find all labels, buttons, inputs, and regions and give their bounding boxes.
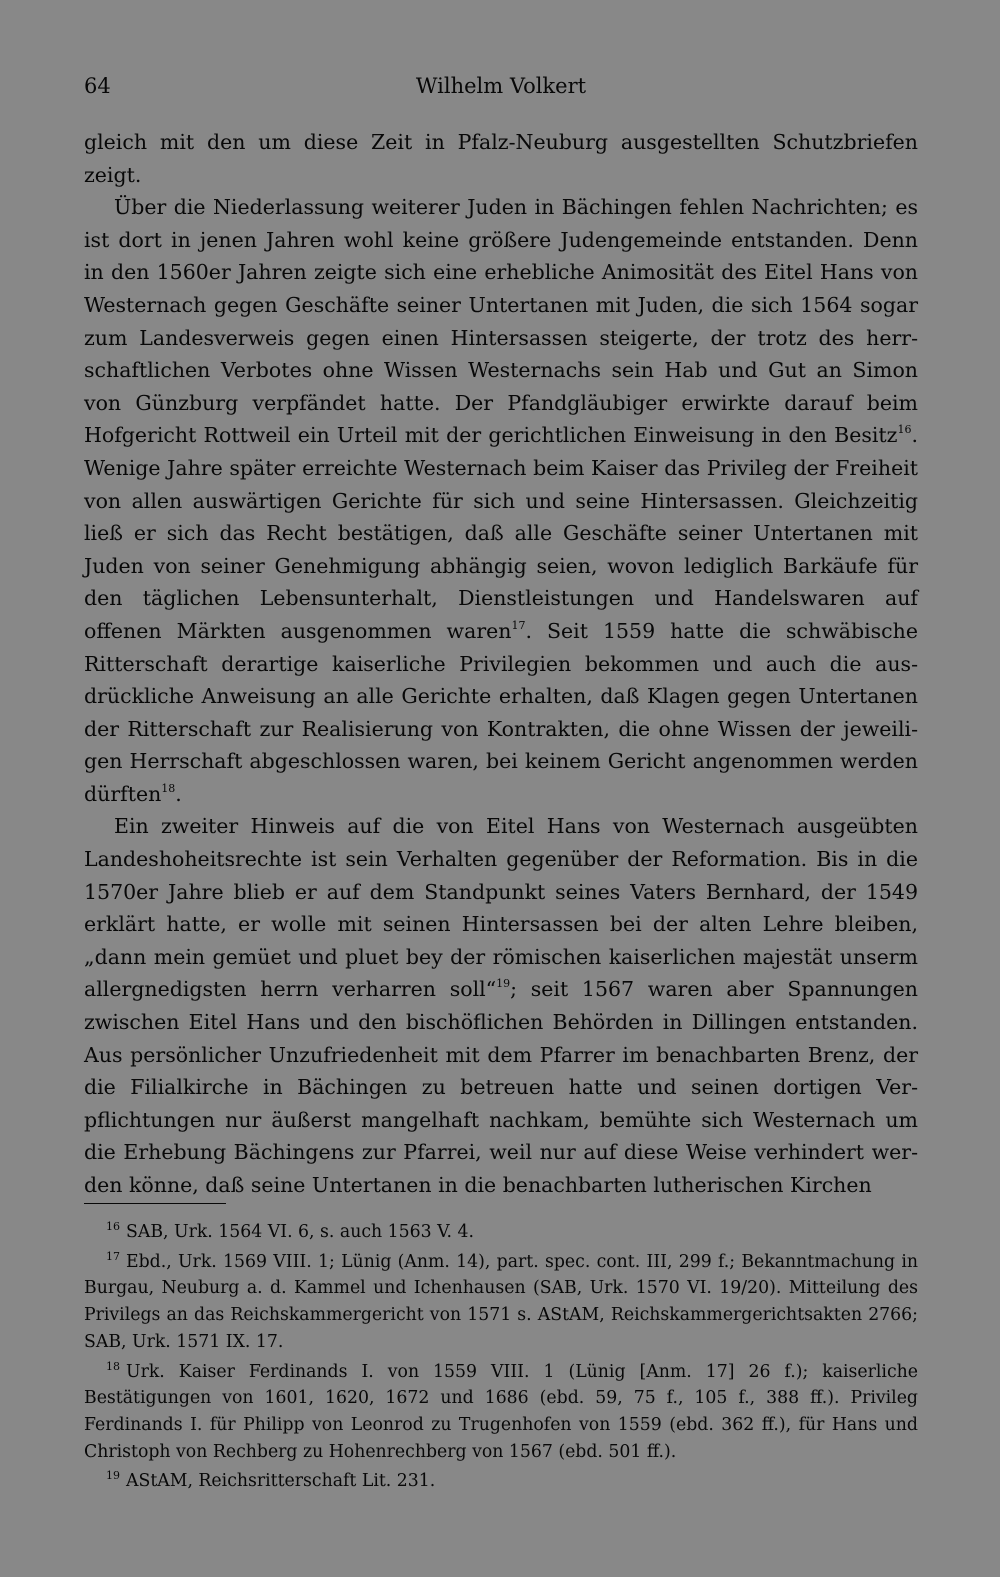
footnote-number: 16	[106, 1220, 120, 1233]
paragraph-2-text-d: .	[175, 781, 182, 806]
footnote-number: 18	[106, 1359, 120, 1373]
footnote-16	[84, 1219, 918, 1246]
footnote-text: Ebd., Urk. 1569 VIII. 1; Lünig (Anm. 14), part. spec. cont. III, 299 f.; Bekanntmachung in Burgau, Neuburg a. d. Kammel und Ichenhausen (SAB, Urk. 1570 VI. 19/20). Mitteilung des Privilegs an das Reichskammergericht von 1571 s. AStAM, Reichskammergerichtsakten 2766; SAB, Urk. 1571 IX. 17.	[84, 1251, 918, 1352]
footnote-ref-16: 16	[897, 423, 912, 437]
footnote-number: 17	[106, 1249, 120, 1263]
footnote-text: SAB, Urk. 1564 VI. 6, s. auch 1563 V. 4.	[126, 1222, 475, 1242]
paragraph-1	[84, 126, 918, 191]
footnote-17	[84, 1249, 918, 1356]
footnote-ref-18: 18	[161, 781, 176, 795]
paragraph-1-text: gleich mit den um diese Zeit in Pfalz-Neuburg ausgestellten Schutzbriefen zeigt.	[84, 130, 918, 187]
paragraph-2-text-b: . Wenige Jahre später erreichte Westernach beim Kaiser das Privileg der Freiheit von allen auswärtigen Gerichte für sich und seine Hintersassen. Gleichzeitig ließ er sich das Recht bestätigen, daß alle Geschäfte seiner Untertanen mit Juden von seiner Genehmigung abhängig seien, wovon lediglich Barkäufe für den täglichen Lebensunterhalt, Dienstleistungen und Handelswaren auf offenen Märkten ausgenommen waren	[84, 423, 918, 643]
paragraph-3	[84, 810, 918, 1201]
body-text	[84, 126, 918, 1202]
footnote-number: 19	[106, 1469, 120, 1483]
footnote-ref-17: 17	[511, 618, 526, 632]
footnote-18	[84, 1359, 918, 1466]
running-head	[84, 74, 918, 104]
header-author: Wilhelm Volkert	[415, 74, 587, 98]
footnote-divider	[84, 1203, 226, 1204]
footnote-ref-19: 19	[496, 977, 511, 991]
paragraph-3-text-b: ; seit 1567 waren aber Spannungen zwischen Eitel Hans und den bischöflichen Behörden in Dillingen entstanden. Aus persönlicher Unzufriedenheit mit dem Pfarrer im benachbarten Brenz, der die Filialkirche in Bächingen zu betreuen hatte und seinen dortigen Verpflichtungen nur äußerst mangelhaft nachkam, bemühte sich Westernach um die Erhebung Bächingens zur Pfarrei, weil nur auf diese Weise verhindert werden könne, daß seine Untertanen in die benachbarten lutherischen Kirchen	[84, 977, 918, 1197]
paragraph-2-text-a: Über die Niederlassung weiterer Juden in Bächingen fehlen Nachrichten; es ist dort in jenen Jahren wohl keine größere Judengemeinde entstanden. Denn in den 1560er Jahren zeigte sich eine erhebliche Animosität des Eitel Hans von Westernach gegen Geschäfte seiner Untertanen mit Juden, die sich 1564 sogar zum Landesverweis gegen einen Hintersassen steigerte, der trotz des herrschaftlichen Verbotes ohne Wissen Westernachs sein Hab und Gut an Simon von Günzburg verpfändet hatte. Der Pfandgläubiger erwirkte darauf beim Hofgericht Rottweil ein Urteil mit der gerichtlichen Einweisung in den Besitz	[84, 195, 918, 448]
paragraph-2	[84, 191, 918, 810]
paragraph-3-text-a: Ein zweiter Hinweis auf die von Eitel Hans von Westernach ausgeübten Landeshoheitsrechte ist sein Verhalten gegenüber der Reformation. Bis in die 1570er Jahre blieb er auf dem Standpunkt seines Vaters Bernhard, der 1549 erklärt hatte, er wolle mit seinen Hintersassen bei der alten Lehre bleiben, „dann mein gemüet und pluet bey der römischen kaiserlichen majestät unserm allergnedigsten herrn verharren soll“	[84, 814, 918, 1002]
footnote-text: Urk. Kaiser Ferdinands I. von 1559 VIII. 1 (Lünig [Anm. 17] 26 f.); kaiserliche Bestätigungen von 1601, 1620, 1672 und 1686 (ebd. 59, 75 f., 105 f., 388 ff.). Privileg Ferdinands I. für Philipp von Leonrod zu Trugenhofen von 1559 (ebd. 362 ff.), für Hans und Christoph von Rechberg zu Hohenrechberg von 1567 (ebd. 501 ff.).	[84, 1361, 918, 1462]
footnotes	[84, 1219, 918, 1498]
paragraph-2-text-c: . Seit 1559 hatte die schwäbische Ritterschaft derartige kaiserliche Privilegien bekommen und auch die ausdrückliche Anweisung an alle Gerichte erhalten, daß Klagen gegen Untertanen der Ritterschaft zur Realisierung von Kontrakten, die ohne Wissen der jeweiligen Herrschaft abgeschlossen waren, bei keinem Gericht angenommen werden dürften	[84, 618, 918, 806]
footnote-text: AStAM, Reichsritterschaft Lit. 231.	[126, 1471, 436, 1492]
page-number: 64	[84, 74, 111, 98]
footnote-19	[84, 1468, 918, 1495]
